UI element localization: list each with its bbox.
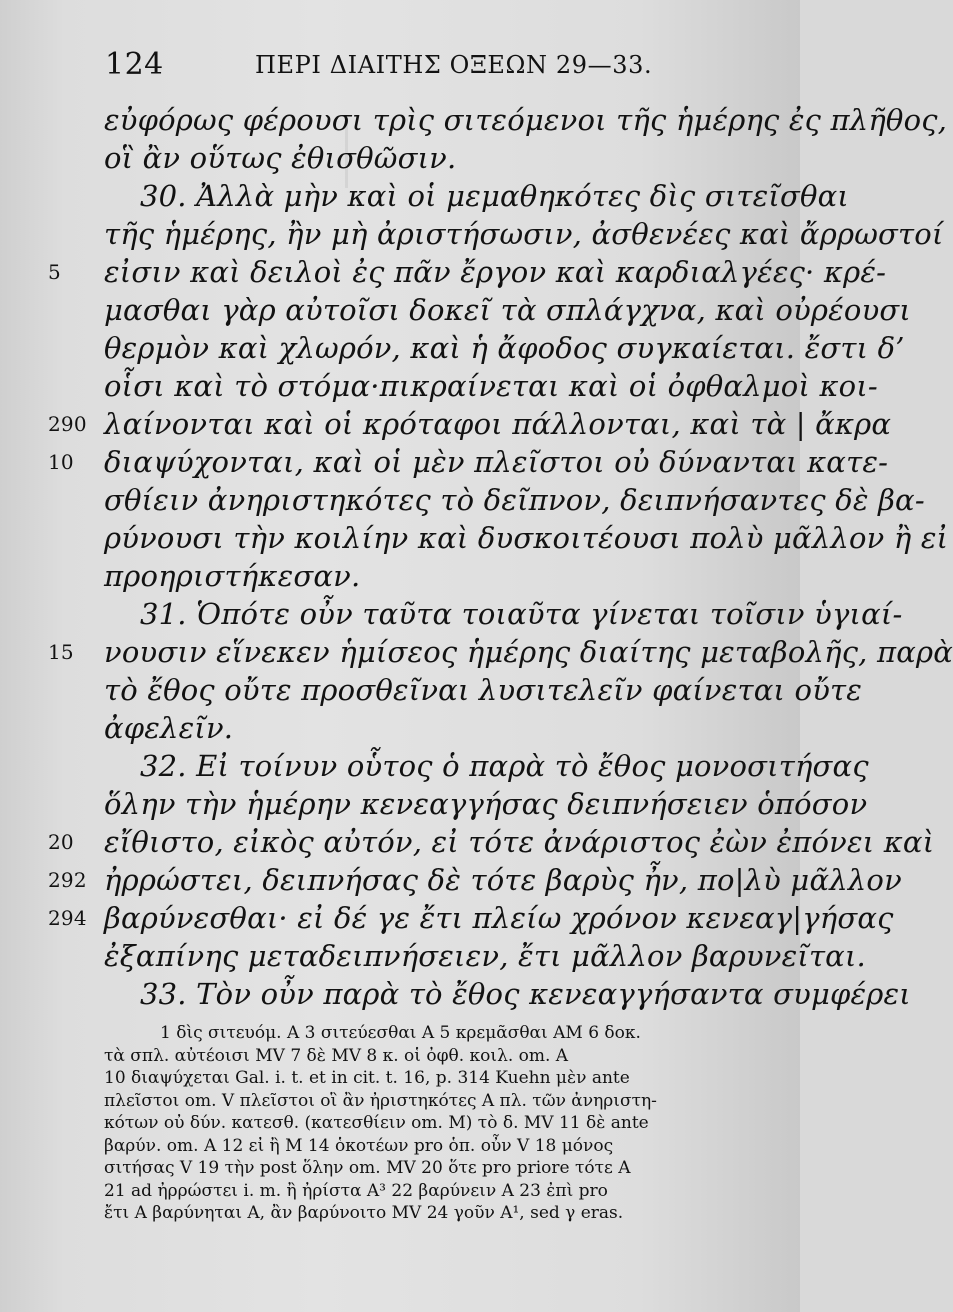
footnote-line: ἔτι A βαρύνηται A, ἂν βαρύνοιτο MV 24 γοῦν A¹, sed γ eras.: [104, 1203, 624, 1223]
line-text: βαρύνεσθαι· εἰ δέ γε ἔτι πλείω χρόνον κενεαγ|γήσας: [104, 901, 894, 935]
text-line: [0, 670, 863, 710]
line-text: ρύνουσι τὴν κοιλίην καὶ δυσκοιτέουσι πολὺ μᾶλλον ἢ εἰ: [104, 521, 949, 555]
line-text: προηριστήκεσαν.: [104, 559, 361, 593]
line-text: θερμὸν καὶ χλωρόν, καὶ ἡ ἄφοδος συγκαίεται. ἔστι δ’: [104, 331, 905, 365]
line-number: 20: [48, 830, 74, 854]
line-text: νουσιν εἵνεκεν ἡμίσεος ἡμέρης διαίτης μεταβολῆς, παρὰ: [104, 635, 953, 669]
line-text: οἳ ἂν οὕτως ἐθισθῶσιν.: [104, 141, 457, 175]
text-line: [0, 290, 911, 330]
page-header: [0, 47, 800, 82]
text-line: [0, 100, 948, 140]
footnote-line: κότων οὐ δύν. κατεσθ. (κατεσθίειν om. M) τὸ δ. MV 11 δὲ ante: [104, 1113, 649, 1133]
line-number: 292: [48, 868, 87, 892]
line-number: 10: [48, 450, 74, 474]
text-line: [0, 898, 894, 938]
text-line: [0, 480, 925, 520]
critical-apparatus: [104, 1022, 794, 1272]
text-line: [0, 974, 911, 1014]
footnote-line: 21 ad ἠρρώστει i. m. ἢ ἠρίστα A³ 22 βαρύνειν A 23 ἐπὶ pro: [104, 1180, 608, 1201]
line-text: ἠρρώστει, δειπνήσας δὲ τότε βαρὺς ἦν, πο|λὺ μᾶλλον: [104, 863, 902, 897]
line-text: μασθαι γὰρ αὐτοῖσι δοκεῖ τὰ σπλάγχνα, καὶ οὐρέουσι: [104, 293, 911, 327]
line-text: εἰσιν καὶ δειλοὶ ἐς πᾶν ἔργον καὶ καρδιαλγέες· κρέ-: [104, 255, 887, 289]
line-number: 290: [48, 412, 87, 436]
line-number: 5: [48, 260, 61, 284]
line-text: εἴθιστο, εἰκὸς αὐτόν, εἰ τότε ἀνάριστος ἐὼν ἐπόνει καὶ: [104, 825, 935, 859]
text-line: [0, 252, 887, 292]
line-text: τῆς ἡμέρης, ἢν μὴ ἀριστήσωσιν, ἀσθενέες καὶ ἄρρωστοί: [104, 217, 944, 251]
text-line: [0, 214, 944, 254]
line-text: 31. Ὁπότε οὖν ταῦτα τοιαῦτα γίνεται τοῖσιν ὑγιαί-: [140, 597, 903, 631]
footnote-line: 10 διαψύχεται Gal. i. t. et in cit. t. 16, p. 314 Kuehn μὲν ante: [104, 1068, 630, 1088]
text-line: [0, 632, 953, 672]
text-line: [0, 366, 878, 406]
line-text: ὅλην τὴν ἡμέρην κενεαγγήσας δειπνήσειεν ὁπόσον: [104, 787, 868, 821]
footnote-line: βαρύν. om. A 12 εἰ ἢ M 14 ὁκοτέων pro ὁπ. οὖν V 18 μόνος: [104, 1135, 614, 1156]
line-text: σθίειν ἀνηριστηκότες τὸ δεῖπνον, δειπνήσαντες δὲ βα-: [104, 483, 925, 517]
text-line: [0, 860, 902, 900]
text-line: [0, 822, 935, 862]
line-text: ἐξαπίνης μεταδειπνήσειεν, ἔτι μᾶλλον βαρυνεῖται.: [104, 939, 866, 973]
line-number: 294: [48, 906, 87, 930]
text-line: [0, 708, 800, 748]
line-text: τὸ ἔθος οὔτε προσθεῖναι λυσιτελεῖν φαίνεται οὔτε: [104, 673, 863, 707]
footnote-line: 1 δὶς σιτευόμ. A 3 σιτεύεσθαι A 5 κρεμᾶσθαι AM 6 δοκ.: [160, 1023, 641, 1043]
line-text: 30. Ἀλλὰ μὴν καὶ οἱ μεμαθηκότες δὶς σιτεῖσθαι: [140, 179, 850, 213]
text-line: [0, 746, 869, 786]
line-text: 32. Εἰ τοίνυν οὗτος ὁ παρὰ τὸ ἔθος μονοσιτήσας: [140, 749, 869, 783]
text-line: [0, 784, 868, 824]
main-text: [0, 100, 953, 1011]
footnote-line: πλεῖστοι om. V πλεῖστοι οἳ ἂν ἠριστηκότες A πλ. τῶν ἀνηριστη-: [104, 1090, 657, 1111]
text-line: [0, 594, 903, 634]
line-text: διαψύχονται, καὶ οἱ μὲν πλεῖστοι οὐ δύνανται κατε-: [104, 445, 889, 479]
line-text: εὐφόρως φέρουσι τρὶς σιτεόμενοι τῆς ἡμέρης ἐς πλῆθος,: [104, 103, 948, 137]
line-text: λαίνονται καὶ οἱ κρόταφοι πάλλονται, καὶ τὰ | ἄκρα: [104, 407, 892, 441]
footnote-line: τὰ σπλ. αὐτέοισι MV 7 δὲ MV 8 κ. οἱ ὀφθ. κοιλ. om. A: [104, 1045, 569, 1066]
line-text: ἀφελεῖν.: [104, 711, 234, 745]
running-title: ΠΕΡΙ ΔΙΑΙΤΗΣ ΟΞΕΩΝ 29—33.: [255, 51, 653, 79]
text-line: [0, 176, 850, 216]
footnote-line: σιτήσας V 19 τὴν post ὅλην om. MV 20 ὅτε pro priore τότε A: [104, 1158, 631, 1178]
line-text: οἷσι καὶ τὸ στόμα·πικραίνεται καὶ οἱ ὀφθαλμοὶ κοι-: [104, 369, 878, 403]
line-number: 15: [48, 640, 74, 664]
text-line: [0, 556, 800, 596]
page-number: 124: [105, 47, 164, 82]
text-line: [0, 138, 800, 178]
text-line: [0, 442, 889, 482]
text-line: [0, 936, 866, 976]
text-line: [0, 328, 905, 368]
text-line: [0, 518, 949, 558]
line-text: 33. Τὸν οὖν παρὰ τὸ ἔθος κενεαγγήσαντα συμφέρει: [140, 977, 911, 1011]
text-line: [0, 404, 892, 444]
